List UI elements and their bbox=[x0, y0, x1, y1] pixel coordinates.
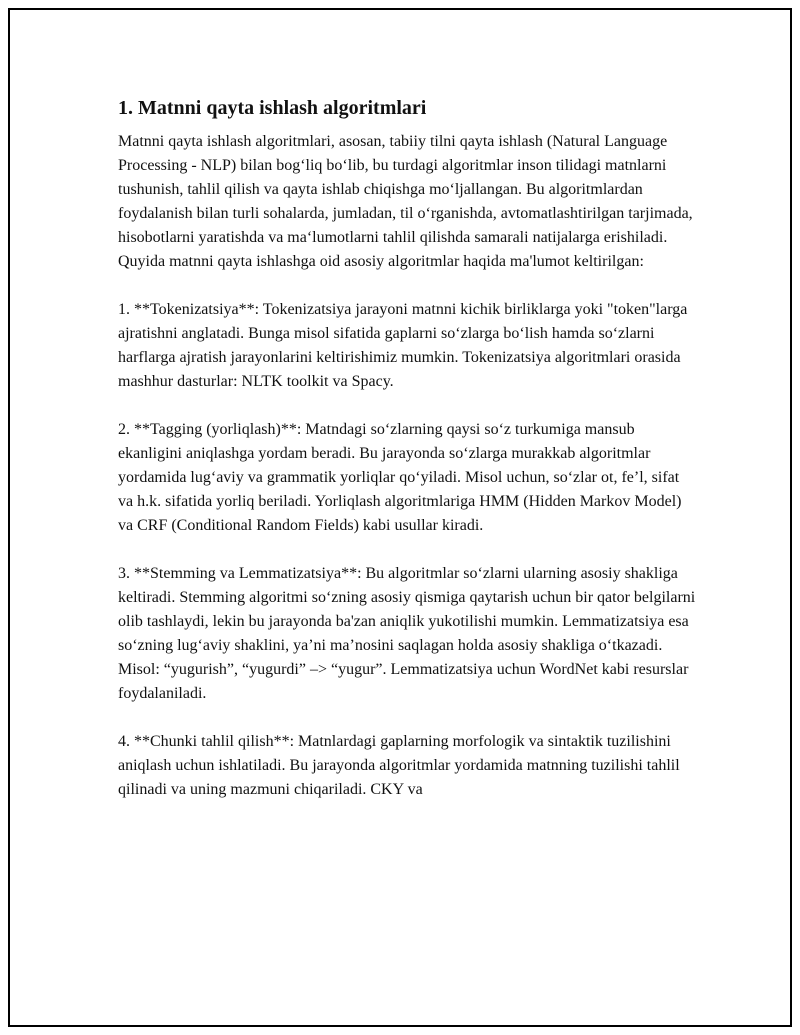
paragraph-tokenization: 1. **Tokenizatsiya**: Tokenizatsiya jarayoni matnni kichik birliklarga yoki "token"larga ajratishni anglatadi. Bunga misol sifatida gaplarni so‘zlarga bo‘lish hamda so‘zlarni harflarga ajratish jarayonlarini keltirishimiz mumkin. Tokenizatsiya algoritmlari orasida mashhur dasturlar: NLTK toolkit va Spacy. bbox=[118, 301, 688, 390]
paragraph-intro: Matnni qayta ishlash algoritmlari, asosan, tabiiy tilni qayta ishlash (Natural Language Processing - NLP) bilan bog‘liq bo‘lib, bu turdagi algoritmlar inson tilidagi matnlarni tushunish, tahlil qilish va qayta ishlab chiqishga mo‘ljallangan. Bu algoritmlardan foydalanish bilan turli sohalarda, jumladan, til o‘rganishda, avtomatlashtirilgan tarjimada, hisobotlarni yaratishda va ma‘lumotlarni tahlil qilishda samarali natijalarga erishiladi. Quyida matnni qayta ishlashga oid asosiy algoritmlar haqida ma'lumot keltirilgan: bbox=[118, 133, 693, 270]
paragraph-parsing: 4. **Chunki tahlil qilish**: Matnlardagi gaplarning morfologik va sintaktik tuzilishini aniqlash uchun ishlatiladi. Bu jarayonda algoritmlar yordamida matnning tuzilishi tahlil qilinadi va uning mazmuni chiqariladi. CKY va bbox=[118, 733, 680, 798]
paragraph-stemming: 3. **Stemming va Lemmatizatsiya**: Bu algoritmlar so‘zlarni ularning asosiy shakliga keltiradi. Stemming algoritmi so‘zning asosiy qismiga qaytarish uchun bir qator belgilarni olib tashlaydi, lekin bu jarayonda ba'zan aniqlik yukotilishi mumkin. Lemmatizatsiya esa so‘zning lug‘aviy shaklini, ya’ni ma’nosini saqlagan holda asosiy shakliga o‘tkazadi. Misol: “yugurish”, “yugurdi” –> “yugur”. Lemmatizatsiya uchun WordNet kabi resurslar foydalaniladi. bbox=[118, 565, 696, 702]
document-body bbox=[118, 94, 698, 826]
paragraph-tagging: 2. **Tagging (yorliqlash)**: Matndagi so‘zlarning qaysi so‘z turkumiga mansub ekanligini aniqlashga yordam beradi. Bu jarayonda so‘zlarga murakkab algoritmlar yordamida lug‘aviy va grammatik yorliqlar qo‘yiladi. Misol uchun, so‘zlar ot, fe’l, sifat va h.k. sifatida yorliq beriladi. Yorliqlash algoritmlariga HMM (Hidden Markov Model) va CRF (Conditional Random Fields) kabi usullar kiradi. bbox=[118, 421, 682, 534]
page-title: 1. Matnni qayta ishlash algoritmlari bbox=[118, 97, 427, 119]
